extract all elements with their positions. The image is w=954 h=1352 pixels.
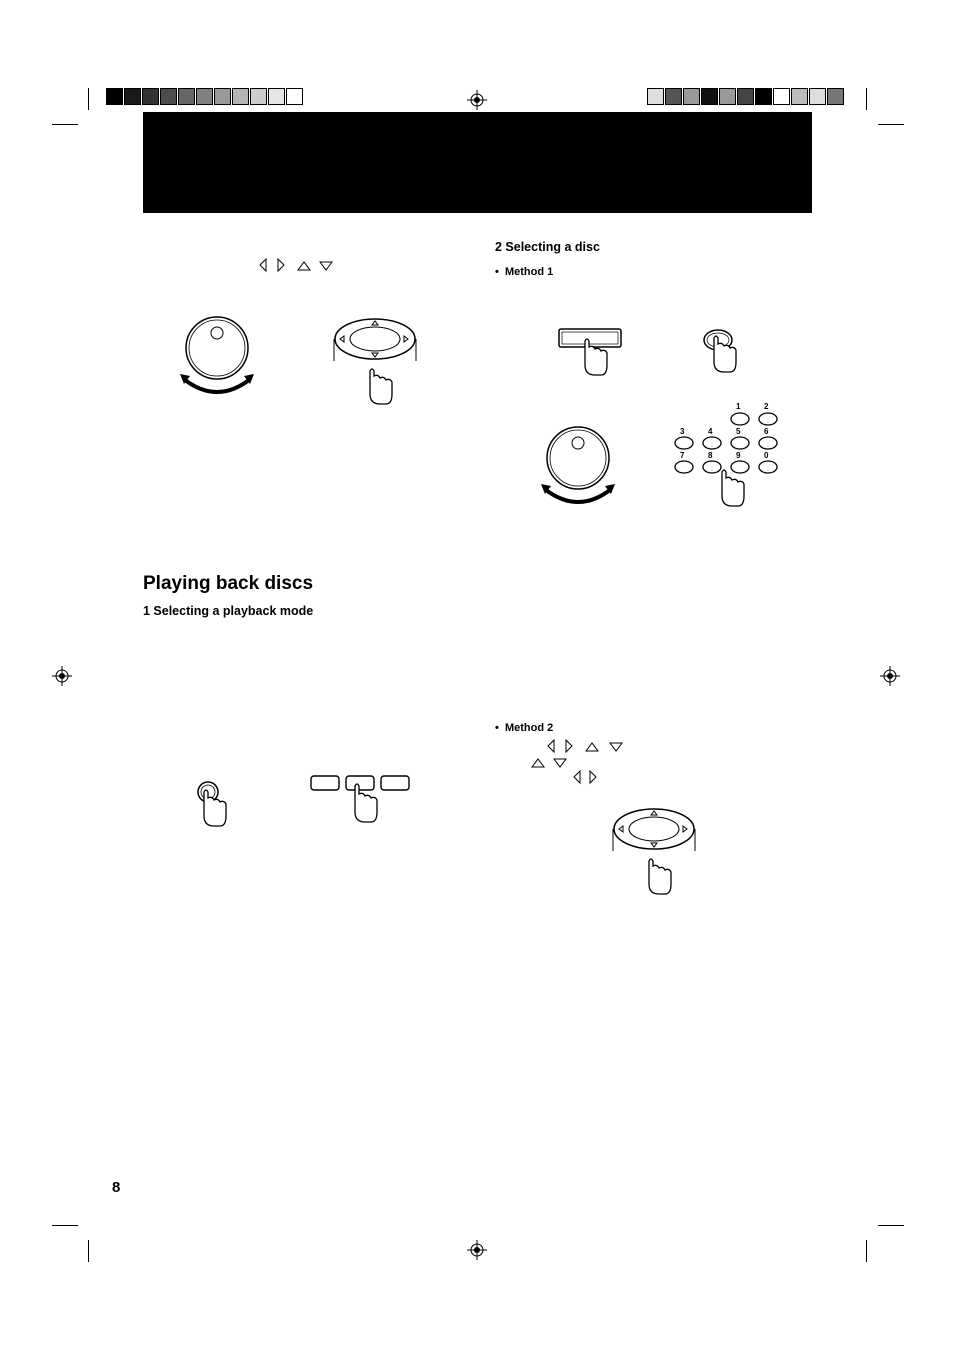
round-button-hand-icon xyxy=(196,780,236,832)
registration-target-icon xyxy=(467,90,487,110)
jog-dial-icon xyxy=(541,422,621,512)
color-swatch xyxy=(286,88,303,105)
header-bar xyxy=(143,112,812,213)
three-buttons-hand-icon xyxy=(309,774,413,826)
color-swatch xyxy=(791,88,808,105)
crop-mark xyxy=(88,88,89,110)
crop-mark xyxy=(878,1225,904,1226)
registration-target-icon xyxy=(52,666,72,686)
color-swatch xyxy=(142,88,159,105)
bullet-dot: • xyxy=(495,266,499,278)
color-swatch xyxy=(755,88,772,105)
round-button-hand-icon xyxy=(702,328,742,376)
registration-target-icon xyxy=(880,666,900,686)
crop-mark xyxy=(866,1240,867,1262)
key-label: 1 xyxy=(736,402,741,411)
step1-heading: 1 Selecting a playback mode xyxy=(143,604,314,618)
keypad-keys-icon xyxy=(672,402,792,512)
key-label: 6 xyxy=(764,427,769,436)
color-swatch xyxy=(647,88,664,105)
cursor-pad-hand-icon xyxy=(611,806,707,898)
page-number: 8 xyxy=(112,1179,121,1196)
color-swatch xyxy=(683,88,700,105)
crop-mark xyxy=(88,1240,89,1262)
crop-mark xyxy=(52,124,78,125)
color-swatch xyxy=(701,88,718,105)
color-swatch xyxy=(160,88,177,105)
crop-mark xyxy=(866,88,867,110)
method1-bullet xyxy=(495,266,553,278)
color-swatch xyxy=(250,88,267,105)
color-swatch xyxy=(196,88,213,105)
key-label: 2 xyxy=(764,402,769,411)
key-label: 3 xyxy=(680,427,685,436)
color-swatch xyxy=(827,88,844,105)
key-label: 8 xyxy=(708,451,713,460)
color-bar-left xyxy=(106,88,304,105)
key-label: 9 xyxy=(736,451,741,460)
bullet-dot: • xyxy=(495,722,499,734)
method2-bullet xyxy=(495,722,553,734)
crop-mark xyxy=(52,1225,78,1226)
color-swatch xyxy=(178,88,195,105)
section-title: Playing back discs xyxy=(143,573,314,594)
crop-mark xyxy=(878,124,904,125)
key-label: 7 xyxy=(680,451,685,460)
color-swatch xyxy=(232,88,249,105)
color-swatch xyxy=(773,88,790,105)
color-swatch xyxy=(719,88,736,105)
color-swatch xyxy=(737,88,754,105)
numeric-keypad xyxy=(672,402,792,512)
method2-label: Method 2 xyxy=(504,722,554,734)
cursor-pad-hand-icon xyxy=(332,316,428,408)
left-right-arrows-icon xyxy=(572,770,602,784)
color-swatch xyxy=(809,88,826,105)
key-label: 5 xyxy=(736,427,741,436)
step2-heading: 2 Selecting a disc xyxy=(495,240,600,254)
arrow-keys-icon xyxy=(258,258,348,272)
color-swatch xyxy=(106,88,123,105)
color-swatch xyxy=(214,88,231,105)
jog-dial-icon xyxy=(180,312,260,402)
color-swatch xyxy=(268,88,285,105)
color-swatch xyxy=(665,88,682,105)
key-label: 4 xyxy=(708,427,713,436)
arrow-keys-icon xyxy=(546,739,636,753)
key-label: 0 xyxy=(764,451,769,460)
rect-button-hand-icon xyxy=(557,327,627,377)
registration-target-icon xyxy=(467,1240,487,1260)
color-swatch xyxy=(124,88,141,105)
method1-label: Method 1 xyxy=(504,266,554,278)
up-down-arrows-icon xyxy=(530,755,570,769)
color-bar-right xyxy=(647,88,845,105)
